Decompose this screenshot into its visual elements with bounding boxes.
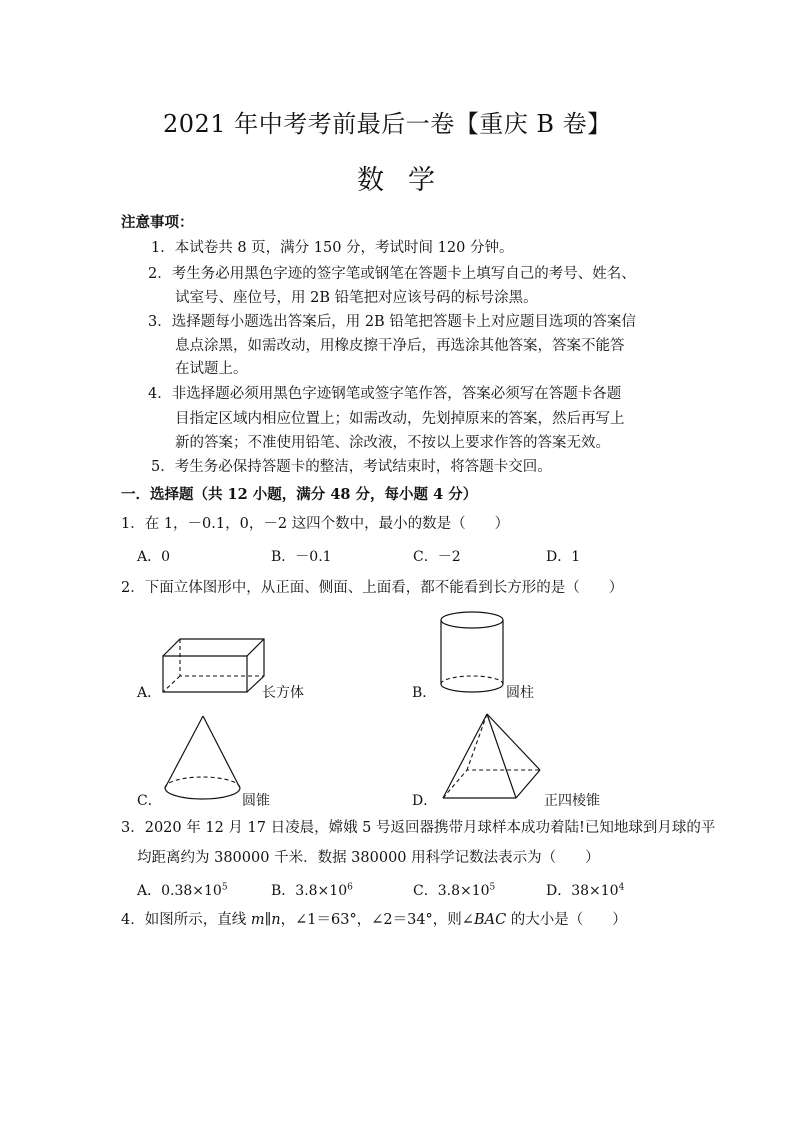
notice-item: 3．选择题每小题选出答案后，用 2B 铅笔把答题卡上对应题目选项的答案信 bbox=[148, 314, 636, 330]
q2-option-d-name: 正四棱锥 bbox=[544, 793, 600, 809]
notice-item-cont: 在试题上。 bbox=[175, 361, 248, 377]
notice-item: 5．考生务必保持答题卡的整洁，考试结束时，将答题卡交回。 bbox=[151, 459, 552, 475]
q1-option-d: D．1 bbox=[546, 549, 581, 565]
notice-heading: 注意事项： bbox=[121, 214, 194, 231]
question-2-stem: 2．下面立体图形中，从正面、侧面、上面看，都不能看到长方形的是（ ） bbox=[121, 580, 624, 596]
cone-icon bbox=[163, 714, 243, 802]
notice-item-cont: 试室号、座位号，用 2B 铅笔把对应该号码的标号涂黑。 bbox=[175, 290, 538, 306]
question-3-stem-cont: 均距离约为 380000 千米．数据 380000 用科学记数法表示为（ ） bbox=[137, 850, 600, 866]
cylinder-icon bbox=[440, 611, 506, 695]
q3-option-b: B．$3.8\times 10^6$ bbox=[271, 882, 353, 899]
q3-option-a: A．$0.38\times 10^5$ bbox=[137, 882, 228, 899]
subject-title: 数学 bbox=[357, 165, 459, 196]
q1-option-b: B．－0.1 bbox=[271, 549, 332, 565]
section-heading: 一．选择题（共 12 小题，满分 48 分，每小题 4 分） bbox=[121, 486, 478, 503]
q2-option-d-letter: D． bbox=[412, 793, 438, 809]
q3-option-c: C．$3.8\times 10^5$ bbox=[413, 882, 496, 899]
q2-option-b-name: 圆柱 bbox=[506, 685, 534, 701]
q2-option-a-letter: A． bbox=[137, 685, 162, 701]
question-4-stem: 4．如图所示，直线 m∥n，∠1＝63°，∠2＝34°，则∠BAC 的大小是（ ） bbox=[121, 912, 627, 928]
q2-option-c-letter: C． bbox=[137, 793, 162, 809]
notice-item-cont: 息点涂黑，如需改动，用橡皮擦干净后，再选涂其他答案，答案不能答 bbox=[175, 338, 625, 354]
question-1-stem: 1．在 1，－0.1，0，－2 这四个数中，最小的数是（ ） bbox=[121, 516, 510, 532]
q2-option-c-name: 圆锥 bbox=[242, 793, 270, 809]
exam-title: 2021 年中考考前最后一卷【重庆 B 卷】 bbox=[163, 110, 612, 138]
notice-item: 4．非选择题必须用黑色字迹钢笔或签字笔作答，答案必须写在答题卡各题 bbox=[148, 386, 622, 402]
q1-option-c: C．－2 bbox=[413, 549, 461, 565]
square-pyramid-icon bbox=[440, 712, 546, 802]
q2-option-b-letter: B． bbox=[412, 685, 437, 701]
notice-item: 1．本试卷共 8 页，满分 150 分，考试时间 120 分钟。 bbox=[151, 240, 514, 256]
q3-option-d: D．$38\times 10^4$ bbox=[546, 882, 625, 899]
notice-item: 2．考生务必用黑色字迹的签字笔或钢笔在答题卡上填写自己的考号、姓名、 bbox=[148, 266, 636, 282]
q2-option-a-name: 长方体 bbox=[262, 685, 304, 701]
question-3-stem: 3．2020 年 12 月 17 日凌晨，嫦娥 5 号返回器携带月球样本成功着陆!已知地球到月球的平 bbox=[121, 820, 716, 836]
cuboid-icon bbox=[160, 636, 270, 696]
q1-option-a: A．0 bbox=[137, 549, 171, 565]
notice-item-cont: 新的答案；不准使用铅笔、涂改液，不按以上要求作答的答案无效。 bbox=[175, 435, 610, 451]
notice-item-cont: 目指定区域内相应位置上；如需改动，先划掉原来的答案，然后再写上 bbox=[175, 411, 625, 427]
